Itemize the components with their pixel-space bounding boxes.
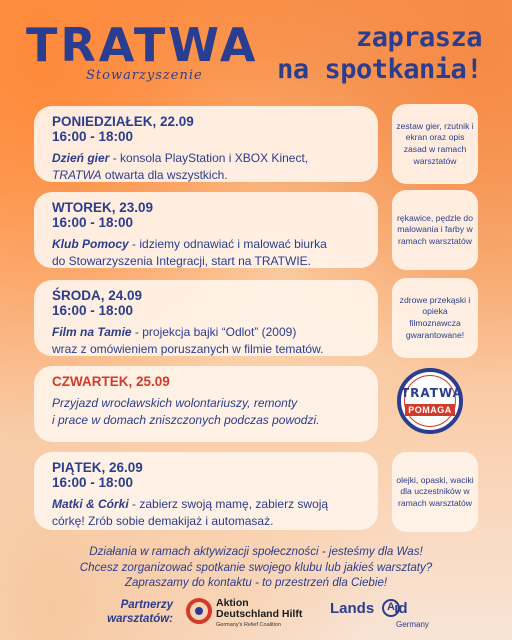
- headline: [232, 22, 482, 86]
- side-note-wednesday: zdrowe przekąski i opieka filmoznawcza gwarantowane!: [392, 278, 478, 358]
- footer-line-1: Działania w ramach aktywizacji społeczności - jesteśmy dla Was!: [89, 545, 423, 558]
- partners-label-1: Partnerzy: [120, 599, 173, 611]
- event-text-1: - konsola PlayStation i XBOX Kinect,: [109, 151, 309, 165]
- event-title: Klub Pomocy: [52, 237, 129, 251]
- event-text-2: córkę! Zrób sobie demakijaż i automasaż.: [52, 514, 274, 528]
- event-text-2: do Stowarzyszenia Integracji, start na TRATWIE.: [52, 254, 311, 268]
- event-day: PIĄTEK, 26.09: [52, 460, 143, 475]
- tratwa-logo: [26, 18, 259, 92]
- event-card-thursday: [34, 366, 378, 442]
- event-text-1: - projekcja bajki “Odlot” (2009): [131, 325, 297, 339]
- aktion-icon: [186, 598, 212, 624]
- headline-line-2: na spotkania!: [277, 54, 482, 85]
- event-text-em: TRATWA: [52, 168, 102, 182]
- side-note-tuesday: rękawice, pędzle do malowania i farby w ramach warsztatów: [392, 190, 478, 270]
- event-text-2: i prace w domach zniszczonych podczas powodzi.: [52, 413, 320, 427]
- event-day: PONIEDZIAŁEK, 22.09: [52, 114, 194, 129]
- event-description: [52, 395, 366, 429]
- badge-bottom-text: POMAGA: [405, 404, 455, 416]
- aktion-name-1: Aktion: [216, 597, 249, 609]
- event-day: CZWARTEK, 25.09: [52, 374, 170, 389]
- landsaid-icon: A: [382, 599, 400, 617]
- aktion-name: [216, 598, 302, 620]
- event-time: 16:00 - 18:00: [52, 129, 134, 144]
- event-title: Film na Tamie: [52, 325, 132, 339]
- partners-label: [78, 598, 173, 626]
- event-card-wednesday: [34, 280, 378, 356]
- event-card-tuesday: [34, 192, 378, 268]
- event-day: WTOREK, 23.09: [52, 200, 154, 215]
- event-card-friday: [34, 452, 378, 530]
- event-text-1: Przyjazd wrocławskich wolontariuszy, remonty: [52, 396, 298, 410]
- event-text-2: wraz z omówieniem poruszanych w filmie tematów.: [52, 342, 324, 356]
- footer-text: [30, 544, 482, 591]
- side-note-friday: olejki, opaski, waciki dla uczestników w ramach warsztatów: [392, 452, 478, 532]
- event-description: [52, 324, 366, 358]
- event-text-1: - zabierz swoją mamę, zabierz swoją: [128, 497, 329, 511]
- event-description: [52, 496, 366, 530]
- landsaid-logo: [330, 596, 450, 632]
- logo-subtitle: Stowarzyszenie: [86, 68, 203, 83]
- event-time: 16:00 - 18:00: [52, 303, 134, 318]
- event-description: [52, 236, 366, 270]
- tratwa-pomaga-badge: [397, 368, 463, 434]
- event-text-2: otwarta dla wszystkich.: [101, 168, 228, 182]
- event-card-monday: [34, 106, 378, 182]
- footer-line-3: Zapraszamy do kontaktu - to przestrzeń dla Ciebie!: [124, 576, 388, 589]
- partners-label-2: warsztatów:: [107, 613, 173, 625]
- event-time: 16:00 - 18:00: [52, 475, 134, 490]
- event-day: ŚRODA, 24.09: [52, 288, 143, 303]
- badge-ring: [404, 375, 456, 427]
- event-description: [52, 150, 366, 184]
- event-time: 16:00 - 18:00: [52, 215, 134, 230]
- aktion-deutschland-hilft-logo: [186, 596, 311, 632]
- aktion-tagline: Germany's Relief Coalition: [216, 622, 281, 628]
- landsaid-name-part-2: id: [394, 600, 408, 617]
- event-title: Matki & Córki: [52, 497, 129, 511]
- aktion-name-2: Deutschland Hilft: [216, 608, 303, 620]
- logo-text: TRATWA: [26, 18, 259, 72]
- landsaid-name-part-1: Lands: [330, 600, 375, 617]
- landsaid-tagline: Germany: [396, 620, 429, 629]
- event-title: Dzień gier: [52, 151, 110, 165]
- headline-line-1: zaprasza: [355, 22, 482, 53]
- badge-top-text: TRATWA: [401, 386, 463, 400]
- side-note-monday: zestaw gier, rzutnik i ekran oraz opis zasad w ramach warsztatów: [392, 104, 478, 184]
- footer-line-2: Chcesz zorganizować spotkanie swojego klubu lub jakieś warsztaty?: [79, 560, 433, 574]
- event-text-1: - idziemy odnawiać i malować biurka: [128, 237, 327, 251]
